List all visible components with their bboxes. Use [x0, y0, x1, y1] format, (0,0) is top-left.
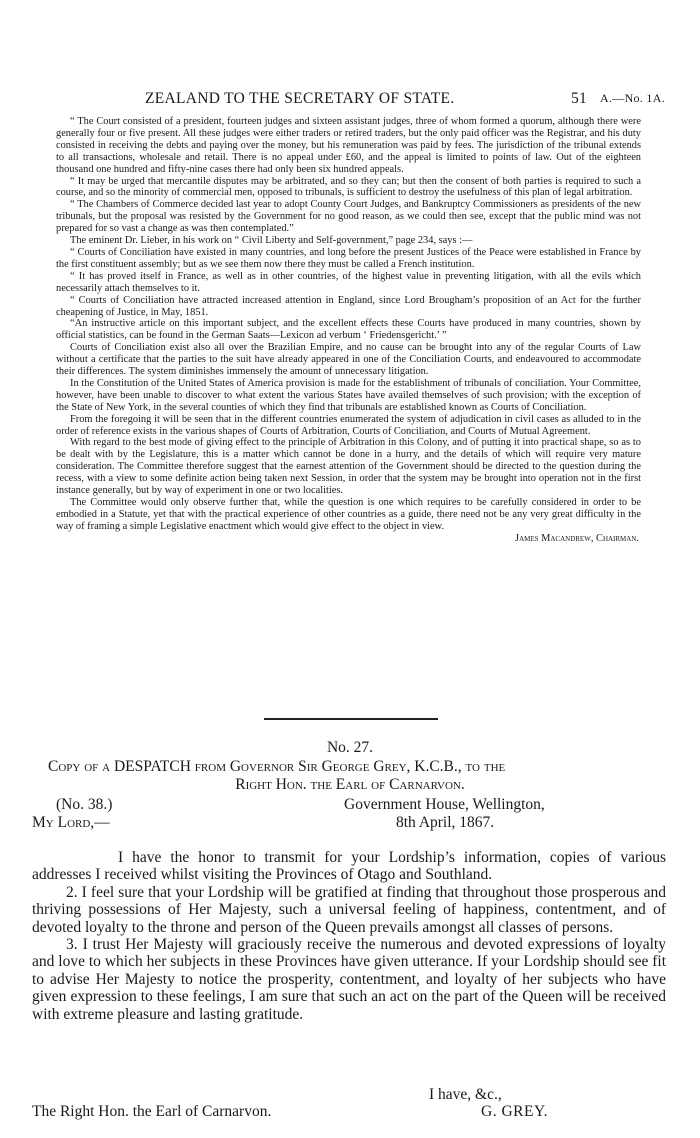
closing: I have, &c.,: [429, 1086, 502, 1103]
despatch-address: Government House, Wellington,: [344, 796, 545, 813]
running-title: ZEALAND TO THE SECRETARY OF STATE.: [145, 90, 455, 107]
page-number: 51: [571, 90, 588, 107]
report-paragraph: “ Courts of Conciliation have existed in many countries, and long before the present Justices of the Peace were established in France by the first constituent assembly; but as we see them now there they must be called a French institution.: [56, 246, 641, 270]
report-paragraph: From the foregoing it will be seen that in the different countries enumerated the system of adjudication in civil cases as alluded to in the order of reference exists in the various shapes of Courts of Arbitration, Courts of Conciliation, and Courts of Mutual Agreement.: [56, 413, 641, 437]
despatch-paragraph: 3. I trust Her Majesty will graciously receive the numerous and devoted expressions of loyalty and love to which her subjects in these Provinces have given utterance. If your Lordship should see fit to advise Her Majesty to notice the prosperity, contentment, and loyalty of her subjects who have given expression to these feelings, I am sure that such an act on the part of the Queen will be received with extreme pleasure and lasting gratitude.: [32, 936, 666, 1023]
despatch-date: 8th April, 1867.: [396, 814, 495, 831]
report-paragraph: In the Constitution of the United States of America provision is made for the establishment of tribunals of conciliation. Your Committee, however, have been unable to discover to what extent the various States have availed themselves of such provision; with the exception of the State of New York, in the several counties of which they find that tribunals are established known as Courts of Conciliation.: [56, 377, 641, 413]
despatch-number: No. 27.: [326, 739, 374, 756]
report-paragraph: With regard to the best mode of giving effect to the principle of Arbitration in this Colony, and of putting it into practical shape, so as to be dealt with by the Legislature, this is a matter which cannot be done in a hurry, and the details of which will require very mature consideration. The Committee therefore suggest that the earnest attention of the Government should be directed to the question during the recess, with a view to some definite action being taken next Session, in order that the system may be brought into operation not in the first instance generally, but by way of experiment in one or two localities.: [56, 437, 641, 497]
despatch-paragraph: 2. I feel sure that your Lordship will be gratified at finding that throughout those prosperous and thriving possessions of Her Majesty, such a universal feeling of happiness, contentment, and of devoted loyalty to the throne and person of the Queen prevails amongst all classes of persons.: [32, 883, 666, 936]
report-paragraph: “An instructive article on this important subject, and the excellent effects these Courts have produced in many countries, shown by official statistics, can be found in the German Saats—Lexicon ad verbum ‘ Friedensgericht.’ ”: [56, 318, 641, 342]
despatch-title-text: Copy of a DESPATCH from Governor Sir George Grey, K.C.B., to the: [48, 758, 506, 775]
addressee: The Right Hon. the Earl of Carnarvon.: [32, 1103, 272, 1120]
document-reference: A.—No. 1A.: [600, 91, 665, 105]
report-paragraph: “ The Chambers of Commerce decided last year to adopt County Court Judges, and Bankruptcy Commissioners as presidents of the new tribunals, but the proposal was resisted by the Government for no good reason, as we could then see, except that the public mind was not prepared for so vast a change as was then contemplated.”: [56, 199, 641, 235]
report-paragraph: “ It may be urged that mercantile disputes may be arbitrated, and so they can; but then the consent of both parties is required to such a course, and so the minority of commercial men, opposed to tribunals, is sufficient to destroy the usefulness of this plan of legal arbitration.: [56, 175, 641, 199]
report-paragraph: “ It has proved itself in France, as well as in other countries, of the highest value in preventing litigation, with all the evils which necessarily attach themselves to it.: [56, 270, 641, 294]
despatch-body: [32, 849, 666, 1023]
despatch-title-line2: Right Hon. the Earl of Carnarvon.: [235, 776, 465, 793]
report-paragraph: “ The Court consisted of a president, fourteen judges and sixteen assistant judges, three of whom formed a quorum, although there were generally four or five present. All these judges were either traders or retired traders, but the only paid officer was the Registrar, and his duty consisted in receiving the debts and paying over the money, but his remuneration was paid by fees. The jurisdiction of the tribunal extends to all transactions, wholesale and retail. There is no appeal under £60, and the appeal is limited to points of law. Out of the eighteen thousand one hundred and fifty-nine cases there had only been six hundred appeals.: [56, 116, 641, 175]
report-paragraph: “ Courts of Conciliation have attracted increased attention in England, since Lord Brougham’s proposition of an Act for the further cheapening of Justice, in May, 1851.: [56, 294, 641, 318]
committee-report: [56, 116, 641, 545]
section-divider: [264, 718, 438, 720]
page-header: [0, 90, 700, 110]
signer: G. GREY.: [481, 1103, 549, 1120]
report-paragraph: Courts of Conciliation exist also all over the Brazilian Empire, and no cause can be brought into any of the regular Courts of Law without a certificate that the parties to the suit have already appeared in one of the Conciliation Courts, and endeavoured to accommodate their differences. The system diminishes immensely the amount of unnecessary litigation.: [56, 342, 641, 378]
despatch-ref-number: (No. 38.): [56, 796, 113, 813]
despatch-title-line1: [32, 758, 666, 776]
despatch-paragraph: I have the honor to transmit for your Lordship’s information, copies of various addresses I received whilst visiting the Provinces of Otago and Southland.: [32, 849, 666, 884]
report-paragraph: The Committee would only observe further that, while the question is one which requires to be carefully considered in order to be embodied in a Statute, yet that with the practical experience of other countries as a guide, there need not be any very great difficulty in the way of framing a simple Legislative enactment which would give effect to the object in view.: [56, 497, 641, 532]
report-signature: James Macandrew, Chairman.: [515, 532, 639, 544]
report-paragraph: The eminent Dr. Lieber, in his work on “ Civil Liberty and Self-government,” page 234, says :—: [70, 235, 473, 247]
salutation: My Lord,—: [32, 814, 110, 831]
